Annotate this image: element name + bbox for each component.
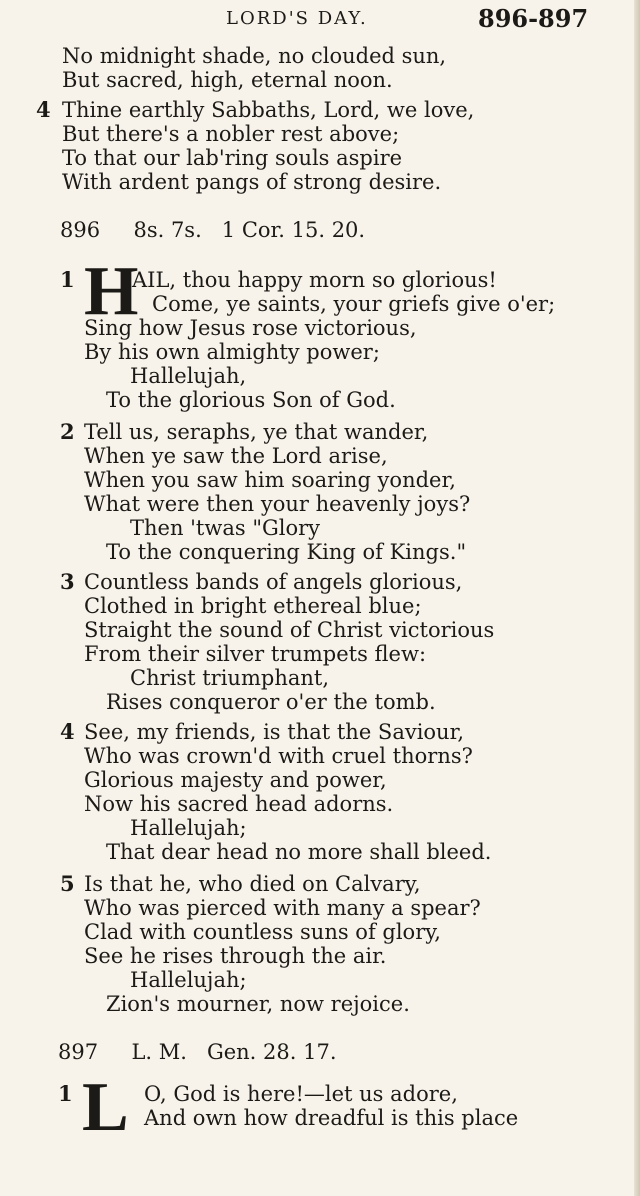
verse-line: Rises conqueror o'er the tomb.: [106, 690, 436, 714]
verse-line: Is that he, who died on Calvary,: [84, 872, 421, 896]
verse-line: Who was crown'd with cruel thorns?: [84, 744, 473, 768]
stanza-number: 3: [60, 569, 75, 594]
verse-line: Come, ye saints, your griefs give o'er;: [152, 292, 556, 316]
verse-line: But sacred, high, eternal noon.: [62, 68, 393, 92]
verse-line: Hallelujah,: [130, 364, 247, 388]
running-header-title: LORD'S DAY.: [226, 8, 368, 29]
verse-line: Hallelujah;: [130, 816, 247, 840]
verse-line: Then 'twas "Glory: [130, 516, 321, 540]
verse-line: AIL, thou happy morn so glorious!: [132, 268, 497, 292]
verse-line: Who was pierced with many a spear?: [84, 896, 481, 920]
verse-line: Clad with countless suns of glory,: [84, 920, 441, 944]
verse-line: Christ triumphant,: [130, 666, 329, 690]
drop-cap: L: [82, 1069, 129, 1146]
verse-line: When you saw him soaring yonder,: [84, 468, 456, 492]
verse-line: Glorious majesty and power,: [84, 768, 387, 792]
verse-line: From their silver trumpets flew:: [84, 642, 427, 666]
verse-line: Zion's mourner, now rejoice.: [106, 992, 410, 1016]
verse-line: O, God is here!—let us adore,: [144, 1082, 458, 1106]
verse-line: See, my friends, is that the Saviour,: [84, 720, 464, 744]
page-numbers: 896-897: [478, 4, 589, 33]
verse-line: That dear head no more shall bleed.: [106, 840, 492, 864]
verse-line: With ardent pangs of strong desire.: [62, 170, 442, 194]
verse-line: To the glorious Son of God.: [106, 388, 396, 412]
verse-line: Now his sacred head adorns.: [84, 792, 394, 816]
verse-line: To the conquering King of Kings.": [106, 540, 467, 564]
page-edge-shadow: [634, 0, 640, 1196]
stanza-number: 5: [60, 871, 75, 896]
stanza-number: 1: [58, 1081, 73, 1106]
stanza-number: 4: [60, 719, 75, 744]
verse-line: What were then your heavenly joys?: [84, 492, 471, 516]
drop-cap: H: [84, 253, 139, 330]
verse-line: Countless bands of angels glorious,: [84, 570, 463, 594]
verse-line: When ye saw the Lord arise,: [84, 444, 388, 468]
hymn-heading-897: 897 L. M. Gen. 28. 17.: [58, 1040, 337, 1064]
verse-line: And own how dreadful is this place: [144, 1106, 519, 1130]
verse-line: Clothed in bright ethereal blue;: [84, 594, 422, 618]
verse-line: Sing how Jesus rose victorious,: [84, 316, 417, 340]
stanza-number: 1: [60, 267, 75, 292]
verse-line: See he rises through the air.: [84, 944, 387, 968]
verse-line: By his own almighty power;: [84, 340, 380, 364]
verse-line: No midnight shade, no clouded sun,: [62, 44, 447, 68]
verse-line: Tell us, seraphs, ye that wander,: [84, 420, 429, 444]
verse-line: Straight the sound of Christ victorious: [84, 618, 495, 642]
stanza-number: 2: [60, 419, 75, 444]
hymn-heading-896: 896 8s. 7s. 1 Cor. 15. 20.: [60, 218, 366, 242]
stanza-number: 4: [36, 97, 51, 122]
verse-line: Thine earthly Sabbaths, Lord, we love,: [62, 98, 475, 122]
verse-line: But there's a nobler rest above;: [62, 122, 400, 146]
verse-line: Hallelujah;: [130, 968, 247, 992]
verse-line: To that our lab'ring souls aspire: [62, 146, 403, 170]
